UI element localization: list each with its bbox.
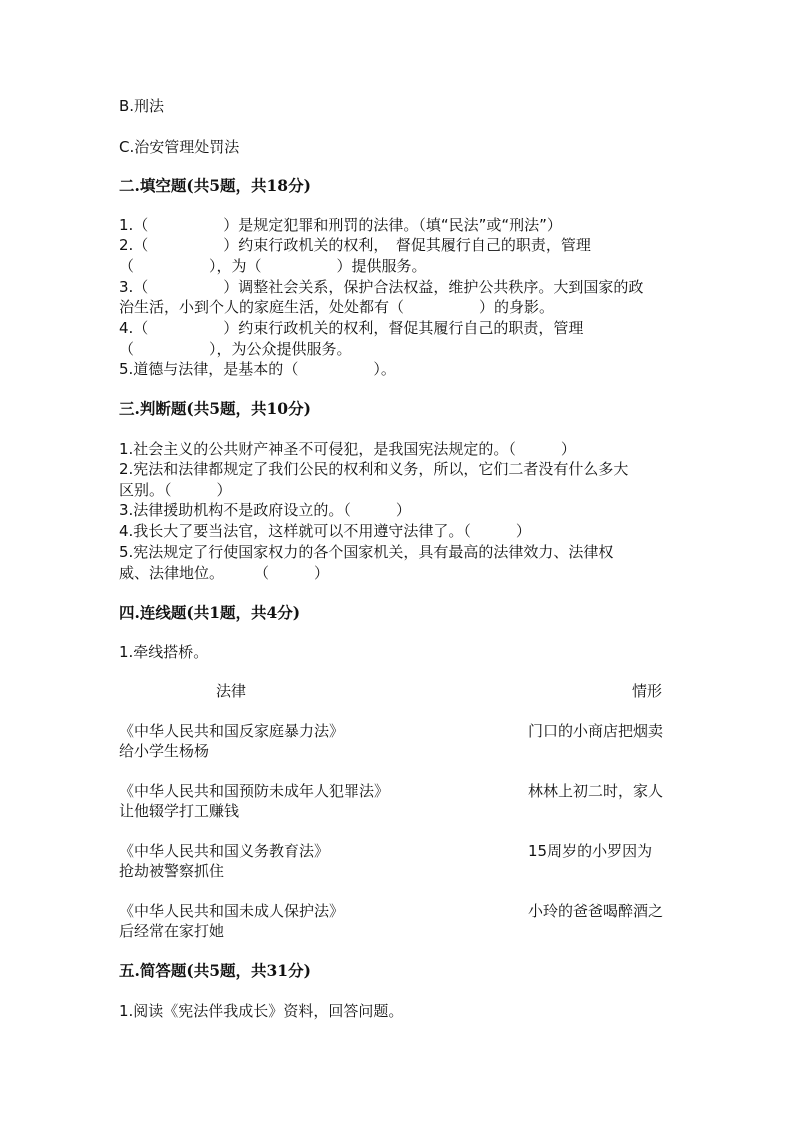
fill-blank-line: 1.（ ）是规定犯罪和刑罚的法律。（填“民法”或“刑法”）: [119, 216, 562, 234]
fill-blank-line: 3.（ ）调整社会关系，保护合法权益，维护公共秩序。大到国家的政: [119, 278, 644, 296]
true-false-line: 3.法律援助机构不是政府设立的。（ ）: [119, 501, 411, 519]
matching-case-continued: 后经常在家打她: [119, 922, 225, 940]
fill-blank-line: （ ），为（ ）提供服务。: [119, 257, 427, 275]
section-matching-heading: 四.连线题(共1题，共4分): [119, 603, 301, 622]
fill-blank-line: 4.（ ）约束行政机关的权利，督促其履行自己的职责，管理: [119, 319, 584, 337]
option-c: C.治安管理处罚法: [119, 138, 240, 156]
matching-law: 《中华人民共和国义务教育法》: [119, 842, 330, 860]
matching-case-continued: 给小学生杨杨: [119, 742, 210, 760]
fill-blank-line: 5.道德与法律，是基本的（ ）。: [119, 360, 396, 378]
section-short-answer-heading: 五.简答题(共5题，共31分): [119, 961, 311, 980]
matching-law: 《中华人民共和国反家庭暴力法》: [119, 722, 345, 740]
matching-case: 门口的小商店把烟卖: [528, 722, 664, 740]
true-false-line: 4.我长大了要当法官，这样就可以不用遵守法律了。（ ）: [119, 522, 531, 540]
fill-blank-line: （ ），为公众提供服务。: [119, 340, 352, 358]
matching-law: 《中华人民共和国预防未成年人犯罪法》: [119, 782, 390, 800]
matching-case: 林林上初二时，家人: [528, 782, 664, 800]
matching-question: 1.牵线搭桥。: [119, 643, 209, 661]
matching-law: 《中华人民共和国未成人保护法》: [119, 902, 345, 920]
matching-col-law-header: 法律: [216, 682, 247, 700]
fill-blank-line: 2.（ ）约束行政机关的权利， 督促其履行自己的职责，管理: [119, 236, 591, 254]
short-answer-question: 1.阅读《宪法伴我成长》资料，回答问题。: [119, 1002, 404, 1020]
fill-blank-line: 治生活，小到个人的家庭生活，处处都有（ ）的身影。: [119, 298, 555, 316]
matching-case-continued: 抢劫被警察抓住: [119, 862, 225, 880]
section-fill-blank-heading: 二.填空题(共5题，共18分): [119, 176, 311, 195]
section-true-false-heading: 三.判断题(共5题，共10分): [119, 399, 311, 418]
true-false-line: 2.宪法和法律都规定了我们公民的权利和义务，所以，它们二者没有什么多大: [119, 460, 629, 478]
option-b: B.刑法: [119, 97, 165, 115]
true-false-line: 威、法律地位。 （ ）: [119, 564, 330, 582]
matching-case-continued: 让他辍学打工赚钱: [119, 802, 240, 820]
matching-case: 小玲的爸爸喝醉酒之: [528, 902, 664, 920]
true-false-line: 区别。（ ）: [119, 481, 232, 499]
true-false-line: 5.宪法规定了行使国家权力的各个国家机关，具有最高的法律效力、法律权: [119, 543, 614, 561]
true-false-line: 1.社会主义的公共财产神圣不可侵犯，是我国宪法规定的。（ ）: [119, 440, 576, 458]
matching-col-case-header: 情形: [632, 682, 663, 700]
matching-case: 15周岁的小罗因为: [528, 842, 653, 860]
